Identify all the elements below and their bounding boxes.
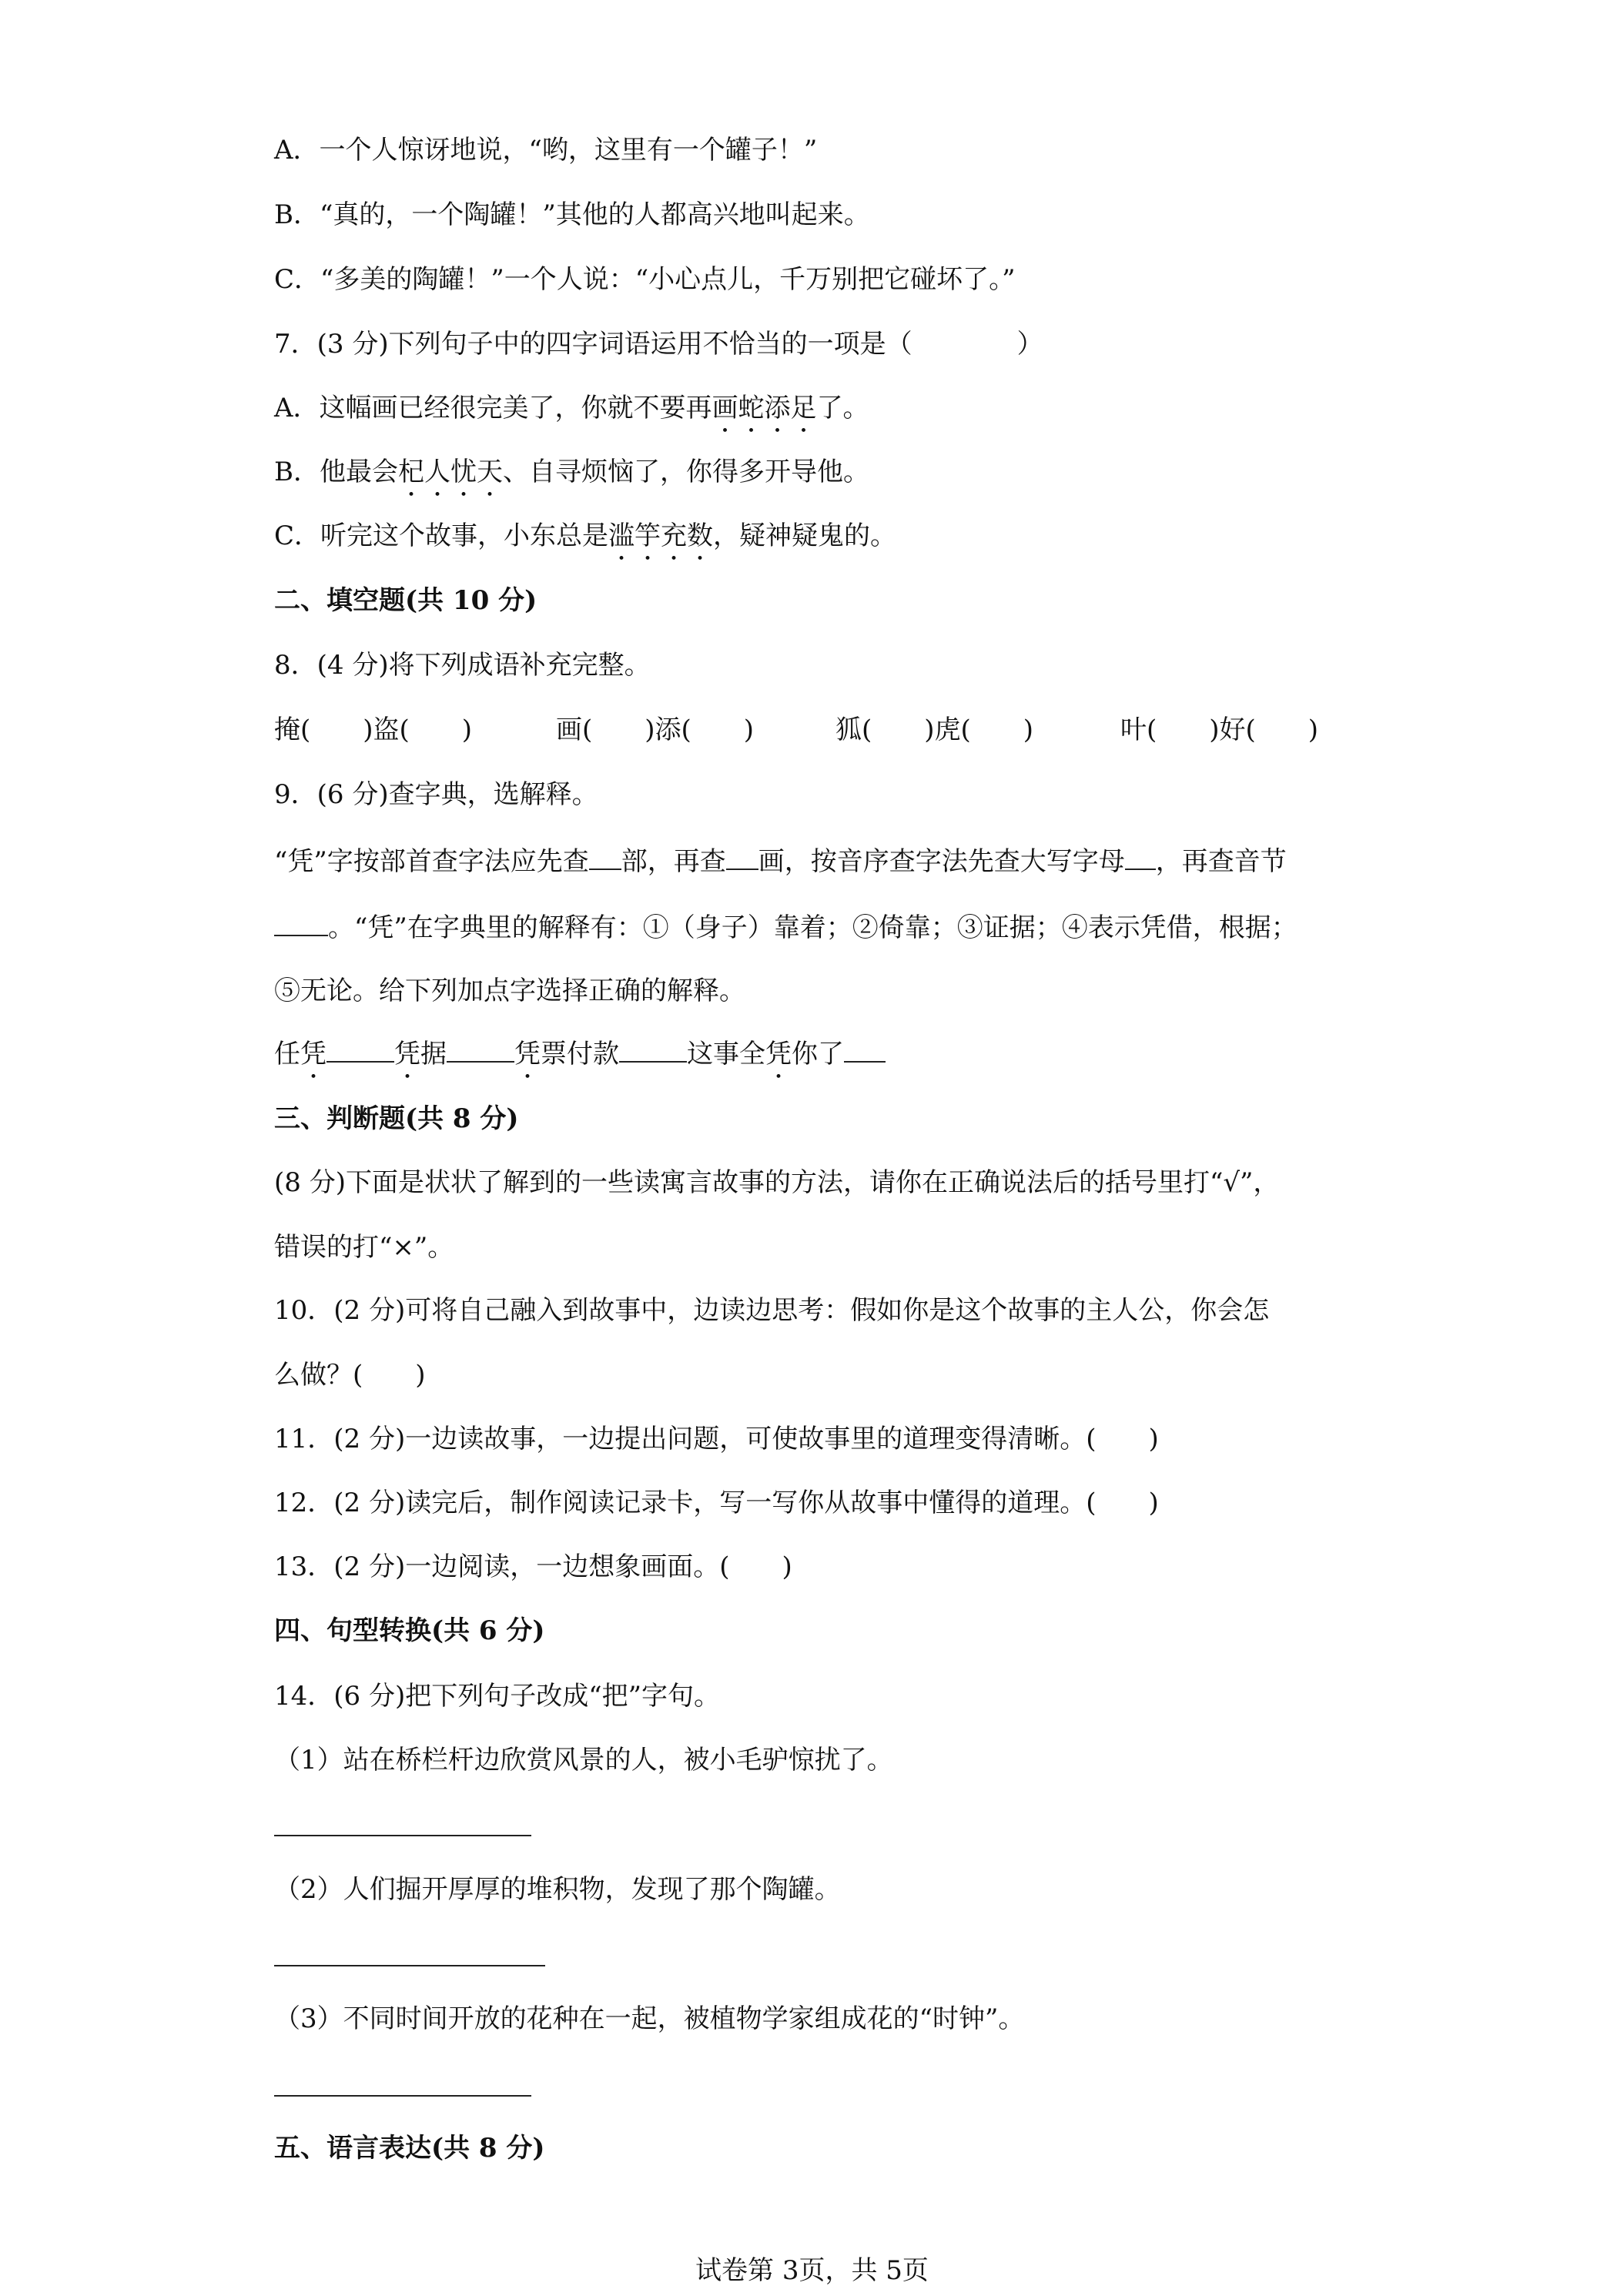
q7-option-b	[274, 454, 869, 503]
q9-line1-c: 画，按音序查字法先查大写字母	[758, 846, 1125, 877]
q9-w1-emphasis: 凭	[300, 1039, 326, 1069]
q7-option-c	[274, 518, 896, 567]
q7-b-post: 、自寻烦恼了，你得多开导他。	[503, 457, 869, 487]
q9-line-3: ⑤无论。给下列加点字选择正确的解释。	[274, 976, 745, 1006]
judge-intro-line-2: 错误的打“×”。	[274, 1232, 454, 1263]
q9-w3-post: 票付款	[541, 1039, 619, 1069]
q6-option-c: C．“多美的陶罐！”一个人说：“小心点儿，千万别把它碰坏了。”	[274, 264, 1016, 295]
q9-blank-w2[interactable]	[447, 1038, 514, 1063]
section-5-title: 五、语言表达(共 8 分)	[274, 2133, 545, 2164]
q9-blank-letter[interactable]	[1125, 845, 1156, 870]
q9-line1-b: 部，再查	[621, 846, 726, 877]
q9-w2-post: 据	[420, 1039, 447, 1069]
q7-c-post: ，疑神疑鬼的。	[713, 520, 897, 551]
section-3-title: 三、判断题(共 8 分)	[274, 1103, 519, 1134]
q7-a-pre: A．这幅画已经很完美了，你就不要再	[274, 393, 712, 423]
q12: 12．(2 分)读完后，制作阅读记录卡，写一写你从故事中懂得的道理。( )	[274, 1488, 1159, 1518]
q14-sentence-3: （3）不同时间开放的花种在一起，被植物学家组成花的“时钟”。	[274, 2003, 1025, 2034]
section-4-title: 四、句型转换(共 6 分)	[274, 1615, 545, 1646]
q11: 11．(2 分)一边读故事，一边提出问题，可使故事里的道理变得清晰。( )	[274, 1424, 1159, 1454]
q9-blank-strokes[interactable]	[726, 845, 758, 870]
q9-blank-syllable[interactable]	[274, 912, 328, 936]
section-2-title: 二、填空题(共 10 分)	[274, 585, 537, 616]
q9-w3-emphasis: 凭	[514, 1039, 541, 1069]
q6-option-b: B．“真的，一个陶罐！”其他的人都高兴地叫起来。	[274, 199, 870, 230]
q9-blank-radical[interactable]	[589, 845, 621, 870]
q14-sentence-2: （2）人们掘开厚厚的堆积物，发现了那个陶罐。	[274, 1874, 841, 1905]
q7-stem: 7．(3 分)下列句子中的四字词语运用不恰当的一项是（ ）	[274, 329, 1043, 360]
q8-idiom-3: 狐( )虎( )	[835, 715, 1034, 745]
q14-answer-line-3[interactable]	[274, 2095, 531, 2097]
q14-answer-line-1[interactable]	[274, 1835, 531, 1836]
q9-line-2	[274, 910, 1298, 946]
q7-a-emphasis: 画蛇添足	[712, 393, 817, 423]
q10-line-2: 么做？( )	[274, 1360, 426, 1391]
q9-w4-emphasis: 凭	[765, 1039, 792, 1069]
q9-line1-d: ，再查音节	[1155, 846, 1287, 877]
q9-w4-pre: 这事全	[687, 1039, 765, 1069]
q7-a-post: 了。	[816, 393, 869, 423]
q14-stem: 14．(6 分)把下列句子改成“把”字句。	[274, 1681, 720, 1712]
q9-w4-post: 你了	[792, 1039, 844, 1069]
q8-stem: 8．(4 分)将下列成语补充完整。	[274, 650, 651, 681]
q9-words	[274, 1036, 886, 1085]
q8-idiom-4: 叶( )好( )	[1120, 715, 1319, 745]
q9-stem: 9．(6 分)查字典，选解释。	[274, 779, 598, 810]
q8-idiom-1: 掩( )盗( )	[274, 715, 473, 745]
q14-answer-line-2[interactable]	[274, 1965, 545, 1966]
q14-sentence-1: （1）站在桥栏杆边欣赏风景的人，被小毛驴惊扰了。	[274, 1745, 893, 1776]
q7-c-pre: C．听完这个故事，小东总是	[274, 520, 609, 551]
judge-intro-line-1: (8 分)下面是状状了解到的一些读寓言故事的方法，请你在正确说法后的括号里打“√”，	[274, 1167, 1280, 1198]
page-footer: 试卷第 3页，共 5页	[695, 2255, 929, 2286]
q7-c-emphasis: 滥竽充数	[608, 520, 714, 551]
q10-line-1: 10．(2 分)可将自己融入到故事中，边读边思考：假如你是这个故事的主人公，你会怎	[274, 1295, 1270, 1326]
q9-w1-pre: 任	[274, 1039, 300, 1069]
q6-option-a: A．一个人惊讶地说，“哟，这里有一个罐子！”	[274, 135, 818, 166]
q7-b-pre: B．他最会	[274, 457, 398, 487]
q9-line1-a: “凭”字按部首查字法应先查	[274, 846, 589, 877]
q9-blank-w3[interactable]	[619, 1038, 687, 1063]
q9-blank-w1[interactable]	[326, 1038, 394, 1063]
q8-idiom-2: 画( )添( )	[556, 715, 755, 745]
q9-blank-w4[interactable]	[844, 1038, 886, 1063]
q9-line2-text: 。“凭”在字典里的解释有：①（身子）靠着；②倚靠；③证据；④表示凭借，根据；	[328, 912, 1298, 943]
q7-b-emphasis: 杞人忧天	[398, 457, 503, 487]
q9-w2-emphasis: 凭	[394, 1039, 420, 1069]
q9-line-1	[274, 844, 1287, 879]
q7-option-a	[274, 390, 869, 439]
q13: 13．(2 分)一边阅读，一边想象画面。( )	[274, 1551, 792, 1582]
